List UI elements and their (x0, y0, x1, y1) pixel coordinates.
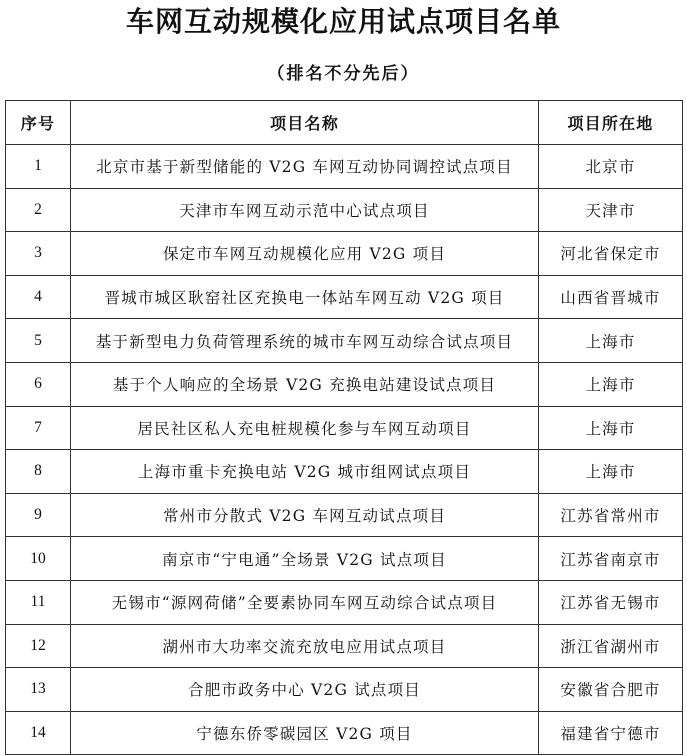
row-project-name: 保定市车网互动规模化应用 V2G 项目 (71, 232, 539, 276)
project-table (5, 100, 683, 755)
table-row (6, 145, 683, 189)
page-subtitle: （排名不分先后） (267, 64, 420, 84)
header-index: 序号 (6, 101, 71, 145)
row-project-name: 晋城市城区耿窑社区充换电一体站车网互动 V2G 项目 (71, 275, 539, 319)
table-body (6, 145, 683, 755)
row-project-name: 基于个人响应的全场景 V2G 充换电站建设试点项目 (71, 362, 539, 406)
row-project-name: 上海市重卡充换电站 V2G 城市组网试点项目 (71, 450, 539, 494)
row-location: 浙江省湖州市 (539, 624, 683, 668)
row-project-name: 居民社区私人充电桩规模化参与车网互动项目 (71, 406, 539, 450)
row-index: 8 (6, 450, 71, 494)
row-location: 江苏省无锡市 (539, 580, 683, 624)
table-row (6, 188, 683, 232)
page-title: 车网互动规模化应用试点项目名单 (125, 5, 561, 38)
table-row (6, 711, 683, 755)
row-project-name: 基于新型电力负荷管理系统的城市车网互动综合试点项目 (71, 319, 539, 363)
table-row (6, 493, 683, 537)
row-index: 1 (6, 145, 71, 189)
table-row (6, 450, 683, 494)
table-row (6, 580, 683, 624)
row-location: 上海市 (539, 362, 683, 406)
row-index: 9 (6, 493, 71, 537)
row-index: 11 (6, 580, 71, 624)
header-location: 项目所在地 (539, 101, 683, 145)
table-row (6, 624, 683, 668)
row-location: 北京市 (539, 145, 683, 189)
row-location: 福建省宁德市 (539, 711, 683, 755)
row-index: 5 (6, 319, 71, 363)
row-location: 江苏省南京市 (539, 537, 683, 581)
row-location: 安徽省合肥市 (539, 668, 683, 712)
row-index: 6 (6, 362, 71, 406)
row-index: 7 (6, 406, 71, 450)
row-location: 天津市 (539, 188, 683, 232)
row-project-name: 天津市车网互动示范中心试点项目 (71, 188, 539, 232)
row-location: 江苏省常州市 (539, 493, 683, 537)
row-project-name: 宁德东侨零碳园区 V2G 项目 (71, 711, 539, 755)
row-index: 2 (6, 188, 71, 232)
table-row (6, 319, 683, 363)
row-project-name: 南京市“宁电通”全场景 V2G 试点项目 (71, 537, 539, 581)
table-row (6, 275, 683, 319)
row-location: 山西省晋城市 (539, 275, 683, 319)
table-row (6, 406, 683, 450)
row-project-name: 湖州市大功率交流充放电应用试点项目 (71, 624, 539, 668)
table-row (6, 537, 683, 581)
row-index: 12 (6, 624, 71, 668)
row-index: 3 (6, 232, 71, 276)
row-project-name: 常州市分散式 V2G 车网互动试点项目 (71, 493, 539, 537)
row-index: 4 (6, 275, 71, 319)
row-project-name: 合肥市政务中心 V2G 试点项目 (71, 668, 539, 712)
row-location: 河北省保定市 (539, 232, 683, 276)
row-location: 上海市 (539, 319, 683, 363)
row-location: 上海市 (539, 450, 683, 494)
header-project-name: 项目名称 (71, 101, 539, 145)
row-index: 14 (6, 711, 71, 755)
table-header-row (6, 101, 683, 145)
row-index: 13 (6, 668, 71, 712)
table-row (6, 668, 683, 712)
table-row (6, 232, 683, 276)
row-project-name: 无锡市“源网荷储”全要素协同车网互动综合试点项目 (71, 580, 539, 624)
table-row (6, 362, 683, 406)
row-location: 上海市 (539, 406, 683, 450)
row-index: 10 (6, 537, 71, 581)
row-project-name: 北京市基于新型储能的 V2G 车网互动协同调控试点项目 (71, 145, 539, 189)
